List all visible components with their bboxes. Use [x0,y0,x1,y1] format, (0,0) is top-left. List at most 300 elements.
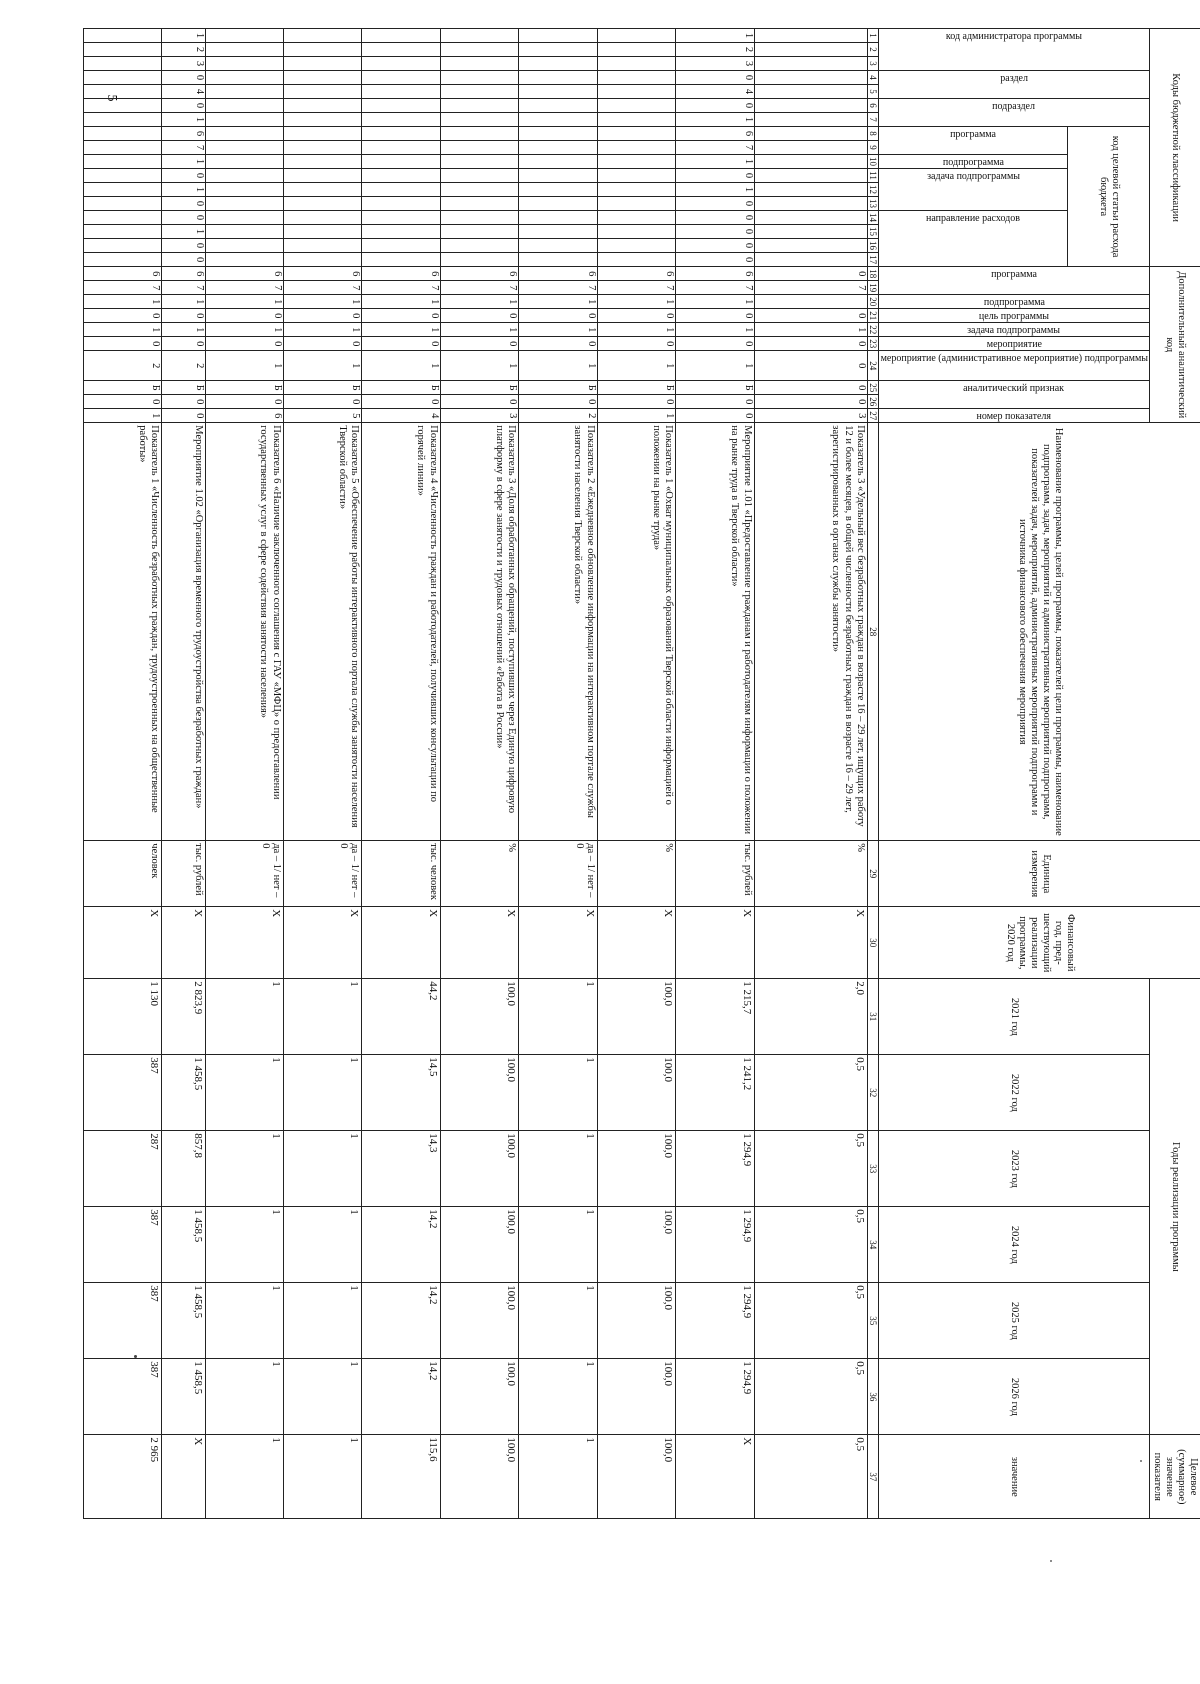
budget-code-cell [83,57,162,71]
budget-code-cell [440,141,518,155]
analytic-code-cell: 0 [362,337,440,351]
column-number: 30 [868,907,879,979]
budget-code-cell [440,155,518,169]
budget-code-cell [597,127,675,141]
analytic-code-cell: 0 [83,337,162,351]
analytic-code-cell: 1 [597,295,675,309]
column-number: 22 [868,323,879,337]
budget-code-cell [205,113,283,127]
year-value-cell: 1 [519,1131,597,1207]
budget-code-cell: 4 [676,85,754,99]
budget-code-cell [283,239,361,253]
budget-code-cell [440,169,518,183]
year-value-cell: 1 294,9 [676,1207,754,1283]
target-value-cell: 115,6 [362,1435,440,1519]
year-value-cell: 1 [283,1131,361,1207]
subprogram-header: подпрограмма [942,157,1004,168]
budget-code-cell [205,211,283,225]
analytic-code-cell: 6 [83,267,162,281]
budget-code-cell [362,197,440,211]
fin-year-cell: X [83,907,162,979]
budget-code-cell [754,57,868,71]
analytic-code-cell: 0 [519,309,597,323]
item-name-cell: Мероприятие 1.01 «Предоставление гражданам и работодателям информации о положении на рынке труда в Тверской области» [676,423,754,841]
analytic-code-cell: 7 [754,281,868,295]
year-value-cell: 0,5 [754,1359,868,1435]
a-analytic-header: аналитический признак [963,383,1065,395]
unit-cell: % [754,841,868,907]
year-value-cell: 1 [205,1055,283,1131]
analytic-code-cell: 6 [676,267,754,281]
unit-cell: % [597,841,675,907]
year-value-cell: 1 294,9 [676,1283,754,1359]
budget-code-cell [440,225,518,239]
year-value-cell: 100,0 [440,1359,518,1435]
budget-code-cell [519,225,597,239]
budget-code-cell [205,225,283,239]
y2022-header: 2022 год [879,1055,1149,1131]
budget-code-cell: 1 [162,183,205,197]
analytic-code-cell: Б [676,381,754,395]
budget-code-cell: 0 [676,211,754,225]
analytic-code-cell: 1 [676,323,754,337]
page-number: 5 [104,94,119,102]
analytic-code-cell: Б [597,381,675,395]
budget-code-cell [597,211,675,225]
year-value-cell: 100,0 [597,1055,675,1131]
budget-code-cell [519,239,597,253]
analytic-code-cell: 0 [83,309,162,323]
fin-year-cell: X [283,907,361,979]
column-number: 7 [868,113,879,127]
a-goal-header: цель программы [978,311,1050,323]
budget-code-cell [597,99,675,113]
budget-code-cell [754,155,868,169]
budget-code-cell [205,85,283,99]
year-value-cell: 0,5 [754,1131,868,1207]
budget-code-cell [362,71,440,85]
analytic-code-cell: 2 [162,351,205,381]
column-numbers-row [868,29,879,1519]
budget-code-cell: 0 [676,239,754,253]
budget-code-cell [283,127,361,141]
budget-code-cell: 6 [676,127,754,141]
budget-code-cell [597,225,675,239]
analytic-code-cell: 7 [205,281,283,295]
analytic-code-cell: 0 [754,309,868,323]
analytic-code-cell: 7 [597,281,675,295]
analytic-code-cell: 1 [205,323,283,337]
table-row [440,29,518,1519]
target-value-cell: 2 965 [83,1435,162,1519]
column-number: 23 [868,337,879,351]
analytic-code-cell: 0 [205,309,283,323]
item-name-cell: Показатель 3 «Удельный вес безработных граждан в возрасте 16 – 29 лет, ищущих работу 12 и более месяцев, в общей численности безработных граждан в возрасте 16 – 29 лет, зарегистрированных в органах службы занятости» [754,423,868,841]
budget-code-cell: 2 [162,43,205,57]
a-event-header: мероприятие [986,339,1042,351]
budget-code-cell [519,183,597,197]
year-value-cell: 1 [205,1207,283,1283]
analytic-code-cell: 1 [362,295,440,309]
table-row [676,29,754,1519]
budget-code-cell [283,85,361,99]
budget-code-cell [754,169,868,183]
year-value-cell: 1 215,7 [676,979,754,1055]
budget-code-cell [362,85,440,99]
budget-code-cell [205,127,283,141]
analytic-code-cell: 1 [83,409,162,423]
budget-code-cell [283,211,361,225]
analytic-code-cell: 6 [283,267,361,281]
year-value-cell: 100,0 [597,1283,675,1359]
budget-code-cell [362,113,440,127]
column-number: 28 [868,423,879,841]
budget-code-cell [362,99,440,113]
unit-cell: да – 1/ нет – 0 [205,841,283,907]
budget-code-cell [754,197,868,211]
analytic-code-cell: 0 [283,395,361,409]
budget-code-cell [362,169,440,183]
column-number: 31 [868,979,879,1055]
budget-code-cell [754,99,868,113]
budget-code-cell [440,57,518,71]
table-body [83,29,868,1519]
column-number: 36 [868,1359,879,1435]
analytic-code-cell [754,295,868,309]
budget-code-cell [519,197,597,211]
budget-code-cell [83,169,162,183]
budget-code-cell [205,197,283,211]
budget-code-cell [519,85,597,99]
analytic-code-cell: 0 [597,395,675,409]
budget-code-cell [205,99,283,113]
column-number: 12 [868,183,879,197]
table-row [597,29,675,1519]
year-value-cell: 1 [283,1283,361,1359]
budget-code-cell: 1 [162,29,205,43]
year-value-cell: 0,5 [754,1207,868,1283]
column-number: 14 [868,211,879,225]
budget-code-cell [205,253,283,267]
year-value-cell: 1 [205,1359,283,1435]
column-number: 11 [868,169,879,183]
year-value-cell: 1 [519,979,597,1055]
program-header: программа [950,129,997,140]
budget-code-cell: 0 [162,211,205,225]
a-task-header: задача подпрограммы [967,325,1061,337]
budget-code-cell [597,43,675,57]
budget-code-cell [362,43,440,57]
admin-code-header: код администратора программы [945,31,1083,42]
year-value-cell: 1 [205,1131,283,1207]
budget-code-cell [440,113,518,127]
budget-code-cell [519,99,597,113]
table-row [754,29,868,1519]
budget-code-cell: 0 [162,197,205,211]
target-value-cell: 1 [519,1435,597,1519]
budget-code-cell [519,141,597,155]
budget-code-cell: 0 [162,71,205,85]
analytic-code-cell: 1 [205,351,283,381]
budget-code-cell: 1 [162,155,205,169]
subsection-header: подраздел [992,101,1036,112]
budget-code-cell: 0 [162,253,205,267]
budget-code-cell [440,183,518,197]
budget-code-cell [440,85,518,99]
analytic-code-cell: 3 [440,409,518,423]
y2021-header: 2021 год [879,979,1149,1055]
fin-year-cell: X [519,907,597,979]
analytic-code-cell: 6 [205,409,283,423]
budget-code-cell [519,57,597,71]
budget-code-cell [362,155,440,169]
table-row [283,29,361,1519]
item-name-cell: Показатель 2 «Ежедневное обновление информации на интерактивном портале службы занятости населения Тверской области» [519,423,597,841]
analytic-code-cell: 0 [162,395,205,409]
budget-code-cell: 2 [676,43,754,57]
rotated-table-wrapper [136,28,1200,1516]
analytic-code-cell: 0 [83,395,162,409]
budget-code-cell: 1 [676,113,754,127]
fin-year-cell: X [597,907,675,979]
unit-cell: да – 1/ нет – 0 [519,841,597,907]
target-value-cell: 100,0 [597,1435,675,1519]
fin-year-cell: X [362,907,440,979]
budget-code-cell [83,225,162,239]
a-indicator-header: номер показателя [976,411,1052,423]
budget-code-cell [519,113,597,127]
year-value-cell: 14,2 [362,1283,440,1359]
budget-code-cell [83,71,162,85]
budget-code-cell [754,141,868,155]
budget-codes-header: Коды бюджетной классификации [1149,29,1200,267]
analytic-code-cell: 6 [162,267,205,281]
year-value-cell: 2,0 [754,979,868,1055]
analytic-code-cell: 0 [162,309,205,323]
analytic-code-cell: 0 [440,395,518,409]
budget-code-cell [283,155,361,169]
budget-code-cell [83,99,162,113]
analytic-code-cell: 7 [519,281,597,295]
year-value-cell: 1 [205,1283,283,1359]
analytic-code-cell: 1 [754,323,868,337]
year-value-cell: 1 294,9 [676,1131,754,1207]
budget-code-cell: 0 [162,239,205,253]
analytic-code-cell: Б [519,381,597,395]
analytic-code-header: Дополнительный аналитический код [1149,267,1200,423]
column-number: 8 [868,127,879,141]
year-value-cell: 44,2 [362,979,440,1055]
budget-code-cell [754,211,868,225]
year-value-cell: 387 [83,1055,162,1131]
budget-code-cell [283,113,361,127]
budget-code-cell [440,99,518,113]
analytic-code-cell: 0 [162,409,205,423]
budget-code-cell [362,127,440,141]
budget-code-cell [83,211,162,225]
budget-code-cell [283,57,361,71]
budget-code-cell [362,57,440,71]
y2023-header: 2023 год [879,1131,1149,1207]
analytic-code-cell: 0 [205,337,283,351]
analytic-code-cell: 6 [440,267,518,281]
analytic-code-cell: 0 [676,309,754,323]
budget-code-cell [597,85,675,99]
unit-cell: % [440,841,518,907]
budget-code-cell [205,183,283,197]
item-name-cell: Показатель 3 «Доля обработанных обращений, поступивших через Единую цифровую платформу в сфере занятости и трудовых отношений «Работа в России» [440,423,518,841]
year-value-cell: 1 458,5 [162,1359,205,1435]
year-value-cell: 1 458,5 [162,1055,205,1131]
analytic-code-cell: Б [162,381,205,395]
analytic-code-cell: 0 [597,337,675,351]
budget-code-cell [754,85,868,99]
analytic-code-cell: 1 [362,323,440,337]
analytic-code-cell: 1 [440,351,518,381]
unit-header: Единица измерения [879,841,1200,907]
year-value-cell: 387 [83,1283,162,1359]
column-number: 5 [868,85,879,99]
analytic-code-cell: 0 [440,309,518,323]
budget-code-cell [440,43,518,57]
analytic-code-cell: 0 [283,309,361,323]
analytic-code-cell: 1 [597,351,675,381]
budget-code-cell [440,71,518,85]
analytic-code-cell: 0 [597,309,675,323]
a-admin-event-header: мероприятие (административное мероприятие) подпрограммы [880,353,1148,365]
target-value-cell: 1 [283,1435,361,1519]
target-header: Целевое (суммарное) значение показателя [1149,1435,1200,1519]
budget-code-cell [362,183,440,197]
analytic-code-cell: 0 [283,337,361,351]
analytic-code-cell: 5 [283,409,361,423]
a-subprogram-header: подпрограмма [983,297,1045,309]
year-value-cell: 100,0 [440,1207,518,1283]
fin-year-cell: X [205,907,283,979]
analytic-code-cell: 1 [162,323,205,337]
budget-code-cell [283,99,361,113]
year-value-cell: 0,5 [754,1055,868,1131]
year-value-cell: 387 [83,1207,162,1283]
column-number: 4 [868,71,879,85]
analytic-code-cell: Б [283,381,361,395]
budget-code-cell [519,253,597,267]
budget-code-cell [362,141,440,155]
budget-code-cell [83,127,162,141]
analytic-code-cell: 0 [754,381,868,395]
analytic-code-cell: 6 [205,267,283,281]
budget-code-cell: 1 [676,155,754,169]
table-row [162,29,205,1519]
analytic-code-cell: 1 [440,295,518,309]
target-value-cell: X [676,1435,754,1519]
column-number: 33 [868,1131,879,1207]
analytic-code-cell: 1 [676,351,754,381]
budget-code-cell: 0 [676,71,754,85]
budget-code-cell [754,225,868,239]
budget-code-cell [597,155,675,169]
analytic-code-cell: 7 [162,281,205,295]
budget-code-cell [83,85,162,99]
fin-year-cell: X [754,907,868,979]
item-name-cell: Мероприятие 1.02 «Организация временного трудоустройства безработных граждан» [162,423,205,841]
unit-cell: человек [83,841,162,907]
item-name-cell: Показатель 4 «Численность граждан и работодателей, получивших консультации по горячей линии» [362,423,440,841]
column-number: 10 [868,155,879,169]
budget-code-cell [754,127,868,141]
analytic-code-cell: 2 [519,409,597,423]
analytic-code-cell: 0 [362,309,440,323]
budget-code-cell [362,211,440,225]
column-number: 37 [868,1435,879,1519]
target-value-header: значение [879,1435,1149,1519]
column-number: 16 [868,239,879,253]
budget-code-cell [597,197,675,211]
budget-code-cell [597,239,675,253]
column-number: 35 [868,1283,879,1359]
budget-code-cell: 1 [676,183,754,197]
year-value-cell: 1 [519,1283,597,1359]
budget-code-cell: 0 [676,225,754,239]
budget-code-cell [283,253,361,267]
budget-code-cell [362,29,440,43]
section-header: раздел [1000,73,1028,84]
year-value-cell: 1 458,5 [162,1283,205,1359]
direction-header: направление расходов [926,213,1021,224]
budget-code-cell [283,169,361,183]
column-number: 6 [868,99,879,113]
analytic-code-cell: 1 [597,409,675,423]
budget-code-cell: 0 [162,99,205,113]
y2026-header: 2026 год [879,1359,1149,1435]
column-number: 29 [868,841,879,907]
budget-code-cell [754,183,868,197]
budget-code-cell [754,253,868,267]
budget-code-cell [283,43,361,57]
budget-code-cell [83,43,162,57]
analytic-code-cell: 1 [83,295,162,309]
analytic-code-cell: 1 [519,323,597,337]
budget-code-cell [83,197,162,211]
budget-code-cell [205,43,283,57]
analytic-code-cell: 1 [597,323,675,337]
year-value-cell: 100,0 [440,1131,518,1207]
column-number: 9 [868,141,879,155]
budget-code-cell [519,71,597,85]
budget-code-cell: 1 [162,225,205,239]
unit-cell: тыс. рублей [162,841,205,907]
budget-code-cell [205,71,283,85]
analytic-code-cell: 2 [83,351,162,381]
y2024-header: 2024 год [879,1207,1149,1283]
budget-code-cell [205,169,283,183]
budget-code-cell [754,43,868,57]
budget-code-cell [597,183,675,197]
year-value-cell: 14,2 [362,1207,440,1283]
budget-code-cell [519,155,597,169]
budget-code-cell [205,141,283,155]
budget-code-cell: 3 [676,57,754,71]
budget-code-cell [83,29,162,43]
fin-year-header: Финансовый год, пред-шествующий реализации программы, 2020 год [879,907,1200,979]
analytic-code-cell: 0 [754,395,868,409]
budget-code-cell [440,211,518,225]
year-value-cell: 14,3 [362,1131,440,1207]
year-value-cell: 287 [83,1131,162,1207]
budget-code-cell [597,169,675,183]
name-header: Наименование программы, целей программы, показателей цели программы, наименование подпрограмм, задач, мероприятий и административных мероприятий подпрограмм, показателей задач, мероприятий, административных мероприятий подпрограмм и источника финансового обеспечения мероприятия [879,423,1200,841]
budget-code-cell [597,253,675,267]
